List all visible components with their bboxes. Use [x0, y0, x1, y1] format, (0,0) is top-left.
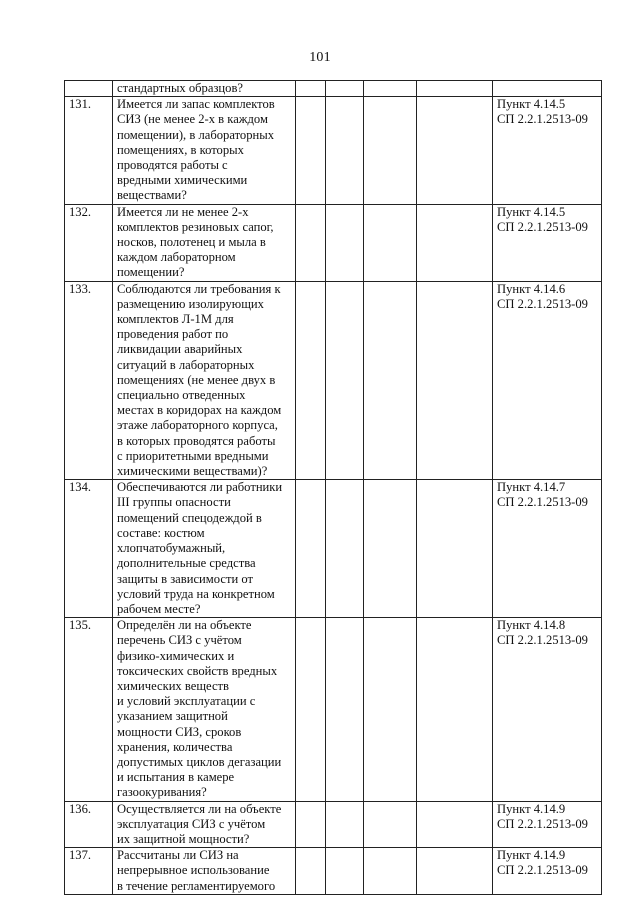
row-number-cell: 131. — [65, 97, 113, 204]
row-number-cell: 137. — [65, 848, 113, 895]
answer-na-cell — [364, 480, 417, 618]
answer-yes-cell — [296, 480, 326, 618]
reference-cell — [493, 81, 602, 97]
answer-yes-cell — [296, 848, 326, 895]
answer-yes-cell — [296, 97, 326, 204]
answer-no-cell — [326, 97, 364, 204]
question-cell: Осуществляется ли на объекте эксплуатация СИЗ с учётом их защитной мощности? — [113, 801, 296, 848]
question-cell: стандартных образцов? — [113, 81, 296, 97]
answer-na-cell — [364, 618, 417, 801]
table-row — [65, 848, 602, 895]
row-number-cell: 133. — [65, 281, 113, 480]
reference-cell: Пункт 4.14.7 СП 2.2.1.2513-09 — [493, 480, 602, 618]
question-cell: Определён ли на объекте перечень СИЗ с учётом физико-химических и токсических свойств вредных химических веществ и условий эксплуатации с указанием защитной мощности СИЗ, сроков хранения, количества допустимых циклов дегазации и испытания в камере газоокуривания? — [113, 618, 296, 801]
row-number-cell: 136. — [65, 801, 113, 848]
reference-cell: Пункт 4.14.9 СП 2.2.1.2513-09 — [493, 848, 602, 895]
answer-yes-cell — [296, 618, 326, 801]
row-number-cell: 132. — [65, 204, 113, 281]
answer-no-cell — [326, 81, 364, 97]
question-cell: Соблюдаются ли требования к размещению изолирующих комплектов Л-1М для проведения работ по ликвидации аварийных ситуаций в лабораторных помещениях (не менее двух в специально отведенных местах в коридорах на каждом этаже лабораторного корпуса, в которых проводятся работы с приоритетными вредными химическими веществами)? — [113, 281, 296, 480]
answer-na-cell — [364, 848, 417, 895]
comment-cell — [417, 204, 493, 281]
row-number-cell: 134. — [65, 480, 113, 618]
comment-cell — [417, 81, 493, 97]
answer-na-cell — [364, 204, 417, 281]
comment-cell — [417, 281, 493, 480]
checklist-table — [64, 80, 602, 895]
question-cell: Имеется ли запас комплектов СИЗ (не менее 2-х в каждом помещении), в лабораторных помещениях, в которых проводятся работы с вредными химическими веществами? — [113, 97, 296, 204]
reference-cell: Пункт 4.14.6 СП 2.2.1.2513-09 — [493, 281, 602, 480]
answer-no-cell — [326, 801, 364, 848]
page-number: 101 — [309, 50, 331, 65]
question-cell: Имеется ли не менее 2-х комплектов резиновых сапог, носков, полотенец и мыла в каждом лабораторном помещении? — [113, 204, 296, 281]
answer-no-cell — [326, 480, 364, 618]
answer-na-cell — [364, 281, 417, 480]
reference-cell: Пункт 4.14.5 СП 2.2.1.2513-09 — [493, 97, 602, 204]
reference-cell: Пункт 4.14.5 СП 2.2.1.2513-09 — [493, 204, 602, 281]
comment-cell — [417, 618, 493, 801]
row-number-cell: 135. — [65, 618, 113, 801]
table-row — [65, 97, 602, 204]
answer-yes-cell — [296, 801, 326, 848]
row-number-cell — [65, 81, 113, 97]
reference-cell: Пункт 4.14.8 СП 2.2.1.2513-09 — [493, 618, 602, 801]
answer-yes-cell — [296, 81, 326, 97]
comment-cell — [417, 97, 493, 204]
comment-cell — [417, 848, 493, 895]
answer-na-cell — [364, 801, 417, 848]
table-row — [65, 281, 602, 480]
answer-no-cell — [326, 204, 364, 281]
answer-no-cell — [326, 618, 364, 801]
table-row — [65, 801, 602, 848]
table-row — [65, 480, 602, 618]
answer-no-cell — [326, 281, 364, 480]
table-row — [65, 618, 602, 801]
comment-cell — [417, 801, 493, 848]
question-cell: Рассчитаны ли СИЗ на непрерывное использование в течение регламентируемого — [113, 848, 296, 895]
question-cell: Обеспечиваются ли работники III группы опасности помещений спецодеждой в составе: костюм хлопчатобумажный, дополнительные средства защиты в зависимости от условий труда на конкретном рабочем месте? — [113, 480, 296, 618]
answer-yes-cell — [296, 204, 326, 281]
answer-yes-cell — [296, 281, 326, 480]
answer-no-cell — [326, 848, 364, 895]
answer-na-cell — [364, 97, 417, 204]
comment-cell — [417, 480, 493, 618]
answer-na-cell — [364, 81, 417, 97]
table-row — [65, 204, 602, 281]
reference-cell: Пункт 4.14.9 СП 2.2.1.2513-09 — [493, 801, 602, 848]
table-row-continuation — [65, 81, 602, 97]
